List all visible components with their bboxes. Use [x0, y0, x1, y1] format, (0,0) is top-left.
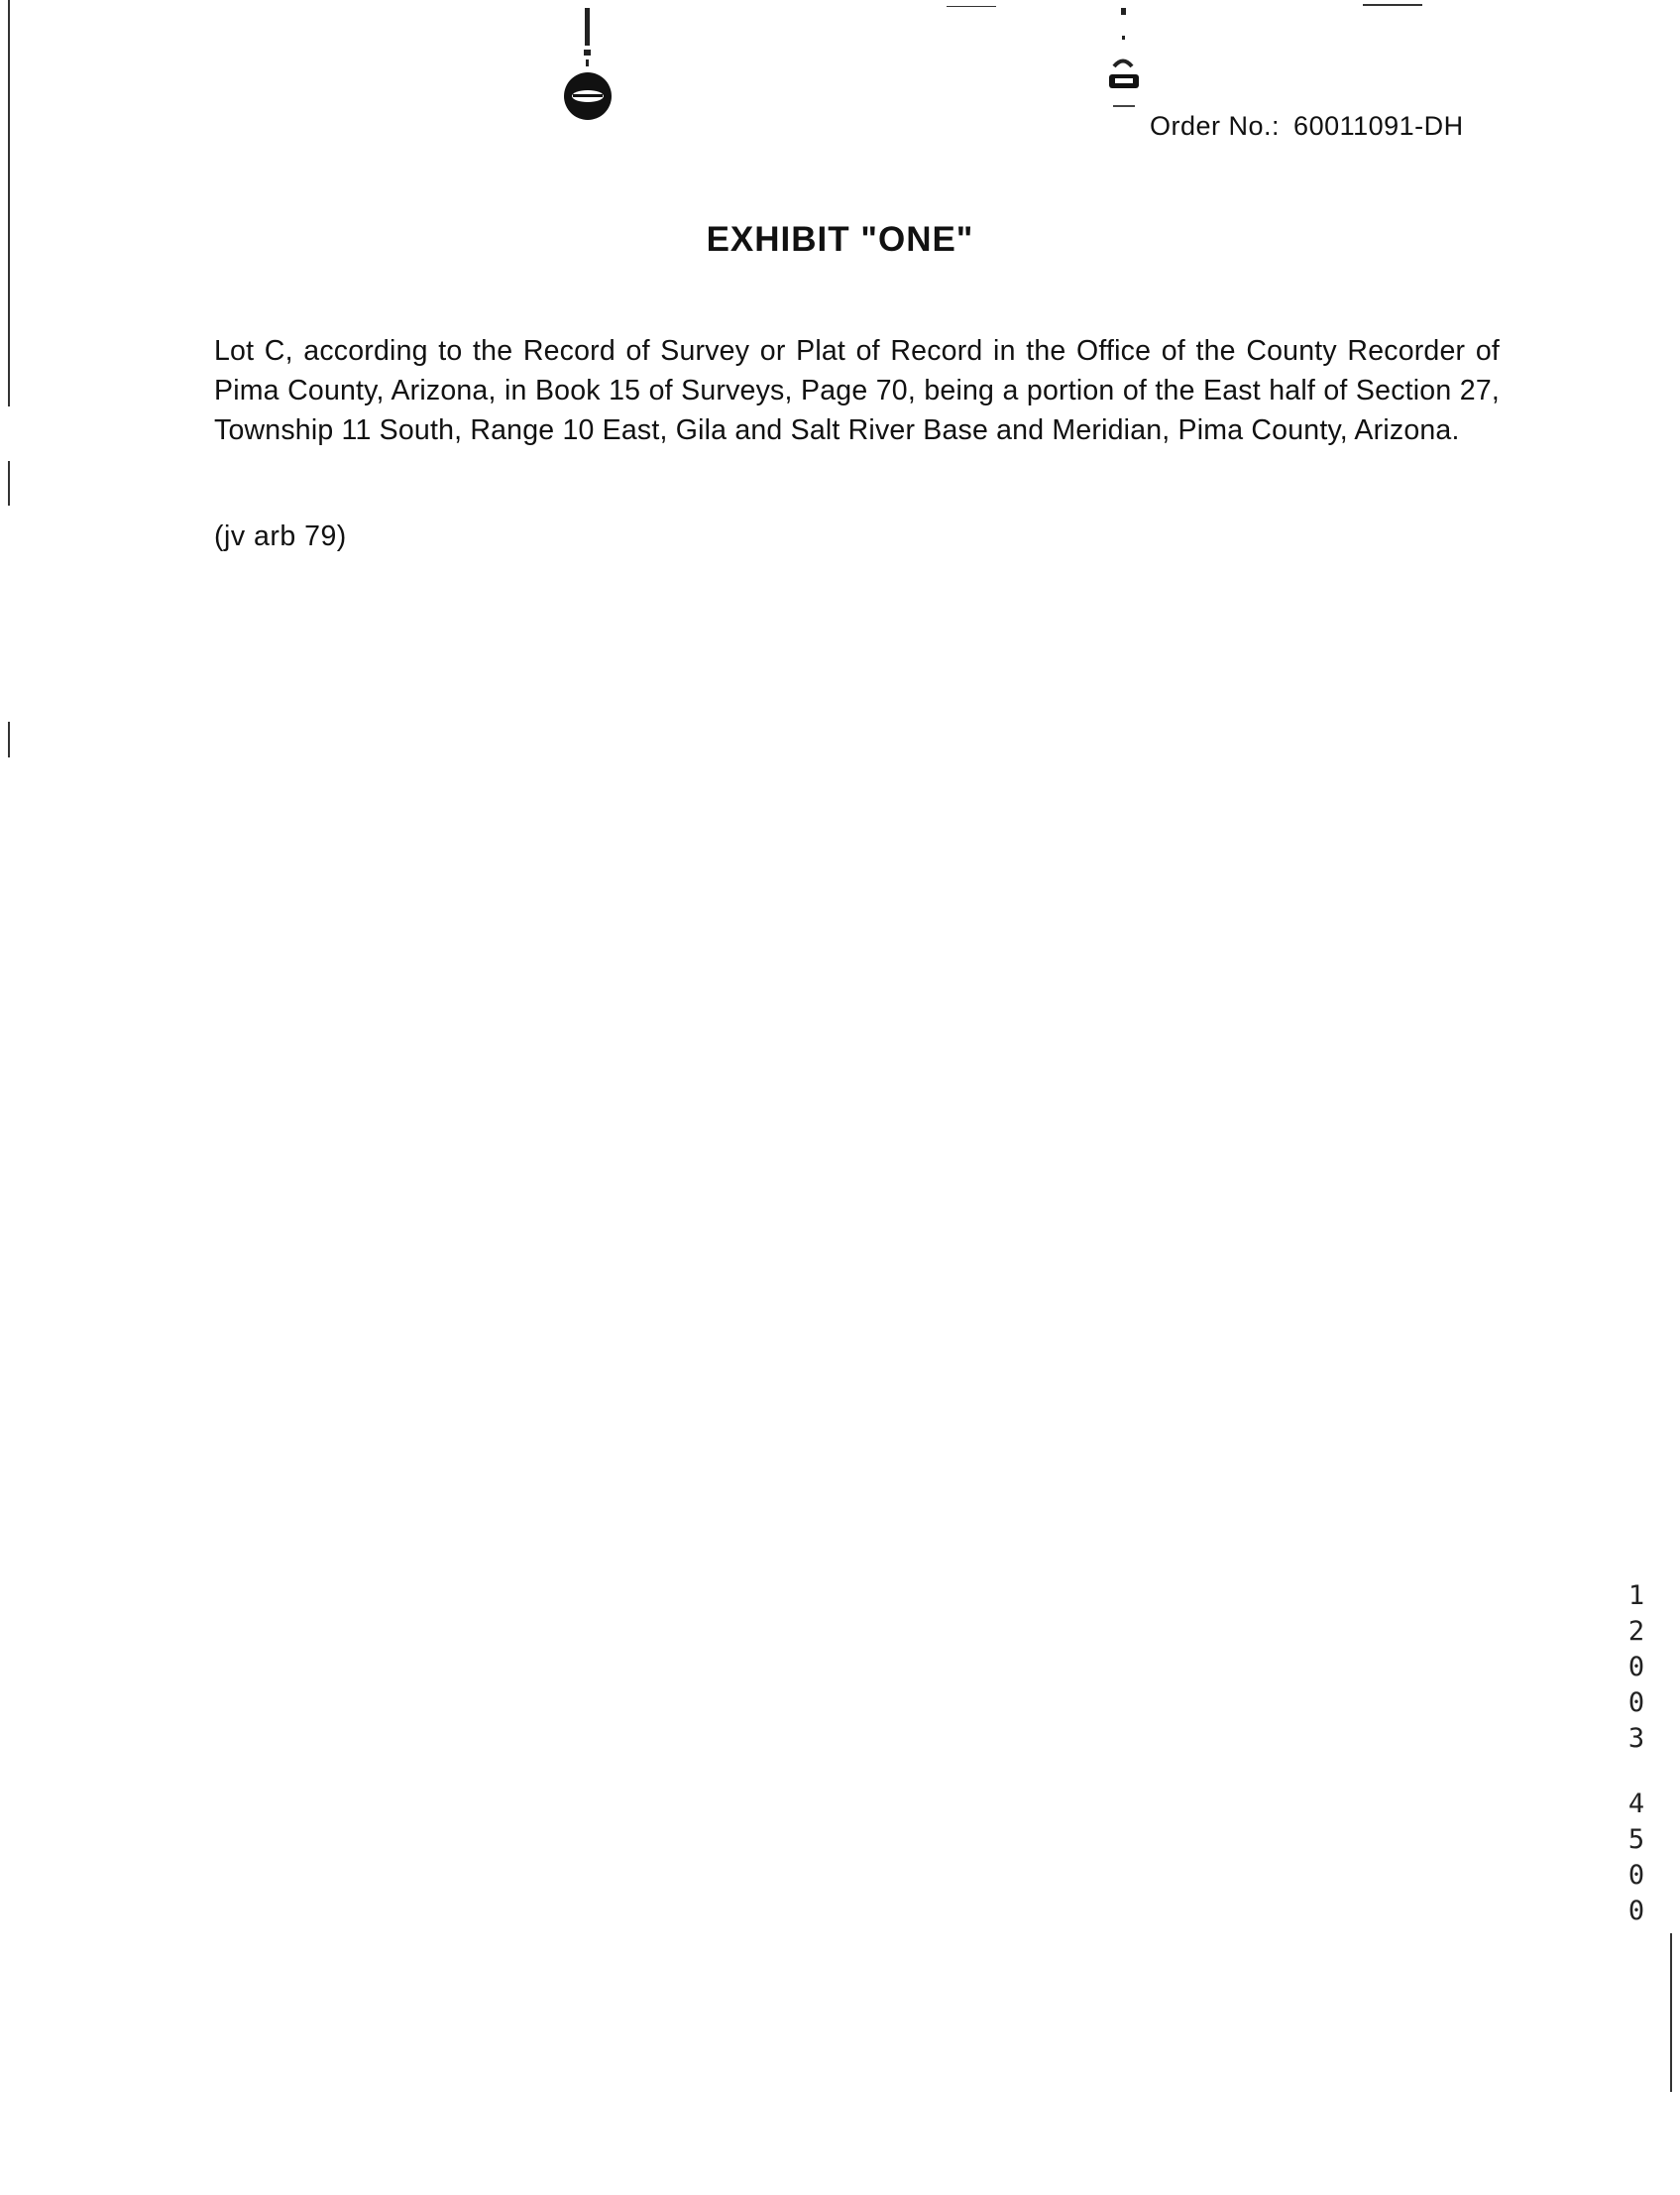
recording-digit: 0 [1627, 1860, 1645, 1891]
recorder-seal-icon [553, 0, 622, 129]
top-edge-mark [947, 6, 996, 7]
left-edge-mark [8, 461, 10, 506]
top-edge-mark [1363, 4, 1422, 6]
recording-digit: 0 [1627, 1896, 1645, 1926]
order-number-label: Order No.: [1150, 111, 1281, 141]
recording-digit: 0 [1627, 1687, 1645, 1718]
recording-digit: 1 [1627, 1580, 1645, 1611]
recording-number [1622, 1578, 1651, 1929]
legal-description: Lot C, according to the Record of Survey or Plat of Record in the Office of the County Recorder of Pima County, Arizona, in Book 15 of Surveys, Page 70, being a portion of the East half of Section 27, Township 11 South, Range 10 East, Gila and Salt River Base and Meridian, Pima County, Arizona. [214, 335, 1500, 446]
county-crest-icon [1098, 0, 1148, 119]
recording-digit: 5 [1627, 1824, 1645, 1855]
recording-digit: 2 [1627, 1616, 1645, 1647]
recording-gap [1622, 1757, 1651, 1787]
recording-digit: 0 [1627, 1652, 1645, 1682]
recording-digit: 4 [1627, 1789, 1645, 1819]
left-edge-mark [8, 0, 10, 406]
order-number-value: 60011091-DH [1293, 111, 1464, 141]
left-edge-mark [8, 722, 10, 757]
right-edge-mark [1670, 1933, 1672, 2092]
exhibit-title: EXHIBIT "ONE" [706, 220, 974, 259]
order-number [1150, 111, 1464, 142]
reference-note: (jv arb 79) [214, 520, 347, 552]
recording-digit: 3 [1627, 1723, 1645, 1754]
